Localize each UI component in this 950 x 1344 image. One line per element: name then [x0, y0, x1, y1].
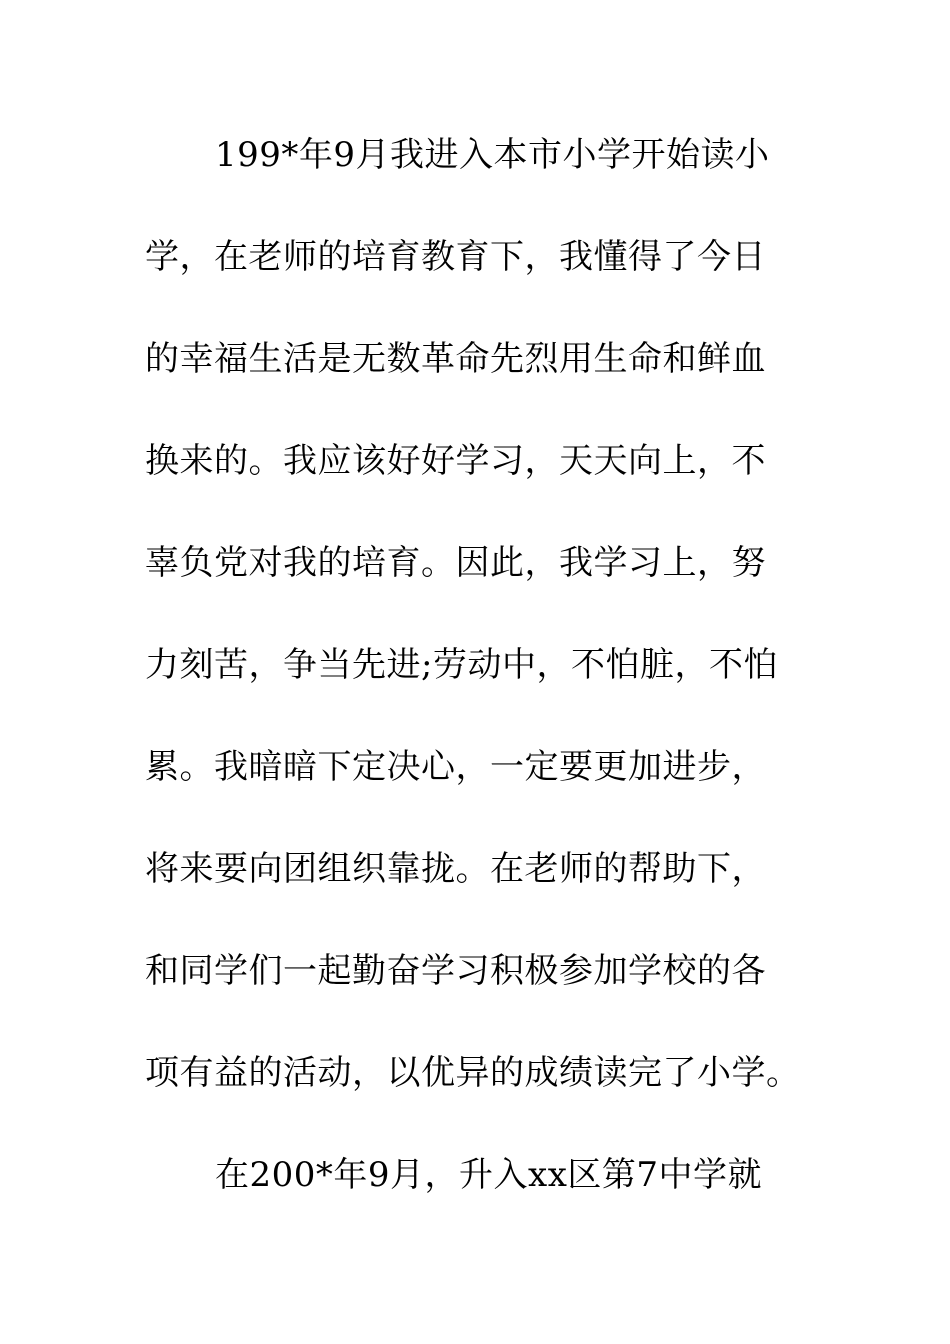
paragraph-1-line-7: 累。我暗暗下定决心，一定要更加进步， [145, 747, 766, 787]
paragraph-1-line-9: 和同学们一起勤奋学习积极参加学校的各 [145, 951, 766, 991]
document-body [145, 127, 810, 1249]
paragraph-1-line-10: 项有益的活动，以优异的成绩读完了小学。 [145, 1053, 801, 1093]
paragraph-1-line-4: 换来的。我应该好好学习，天天向上，不 [145, 441, 766, 481]
paragraph-1-line-8: 将来要向团组织靠拢。在老师的帮助下， [145, 849, 766, 889]
paragraph-1-line-6: 力刻苦，争当先进;劳动中，不怕脏，不怕 [145, 645, 778, 685]
paragraph-1-line-5: 辜负党对我的培育。因此，我学习上，努 [145, 543, 766, 583]
paragraph-1-line-3: 的幸福生活是无数革命先烈用生命和鲜血 [145, 339, 766, 379]
paragraph-2-line-1: 在200*年9月，升入xx区第7中学就 [215, 1155, 763, 1195]
paragraph-1-line-1: 199*年9月我进入本市小学开始读小 [215, 135, 770, 175]
paragraph-1-line-2: 学，在老师的培育教育下，我懂得了今日 [145, 237, 766, 277]
